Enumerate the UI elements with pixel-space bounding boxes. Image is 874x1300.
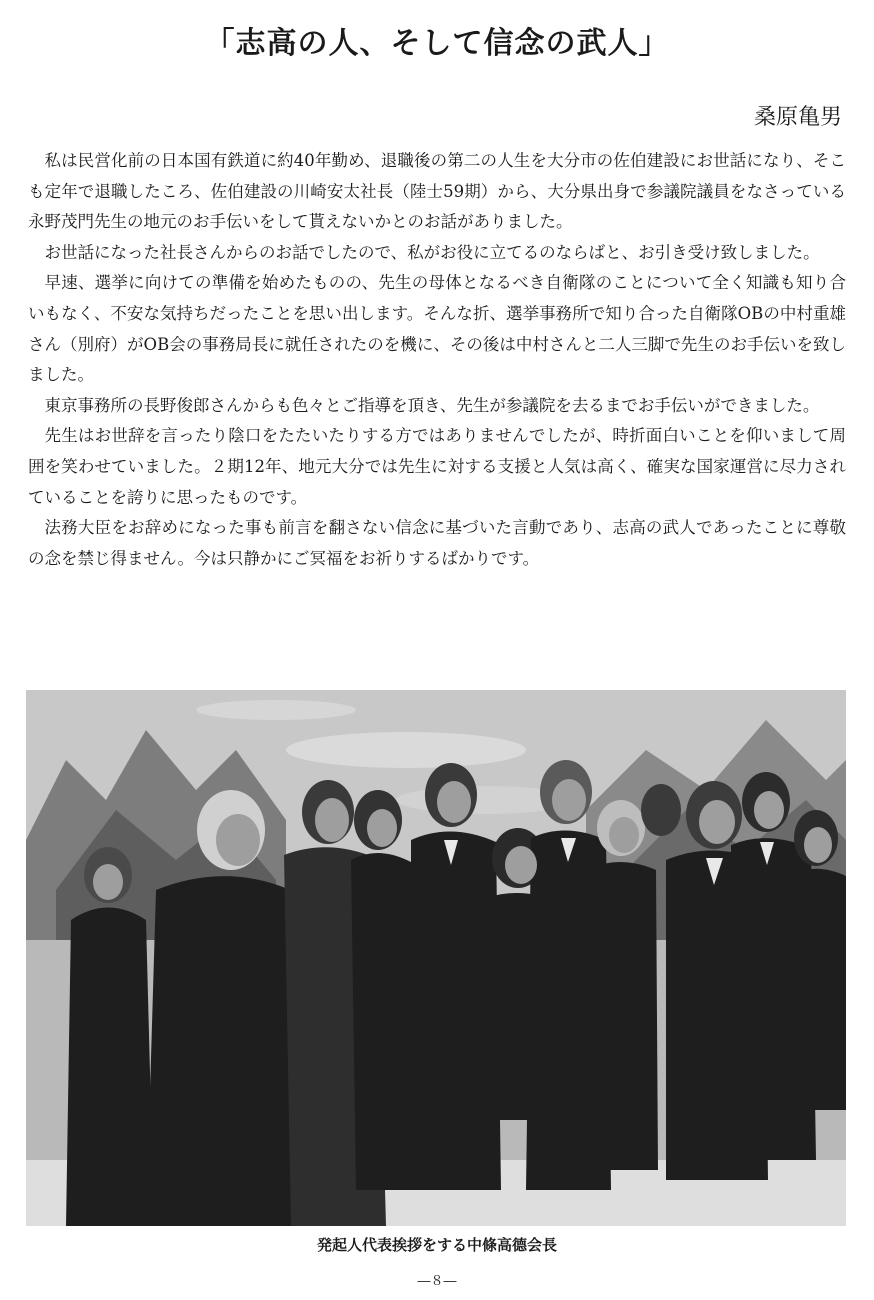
paragraph: 先生はお世辞を言ったり陰口をたたいたりする方ではありませんでしたが、時折面白いことを仰いまして周囲を笑わせていました。２期12年、地元大分では先生に対する支援と人気は高く、確実な国家運営に尽力されていることを誇りに思ったものです。 <box>28 426 846 507</box>
article-body <box>28 146 846 574</box>
event-photo <box>26 690 846 1226</box>
paragraph: 法務大臣をお辞めになった事も前言を翻さない信念に基づいた言動であり、志高の武人であったことに尊敬の念を禁じ得ません。今は只静かにご冥福をお祈りするばかりです。 <box>28 518 846 568</box>
paragraph: 早速、選挙に向けての準備を始めたものの、先生の母体となるべき自衛隊のことについて全く知識も知り合いもなく、不安な気持ちだったことを思い出します。そんな折、選挙事務所で知り合った自衛隊OBの中村重雄さん（別府）がOB会の事務局長に就任されたのを機に、その後は中村さんと二人三脚で先生のお手伝いを致しました。 <box>28 273 846 385</box>
photo-caption: 発起人代表挨拶をする中條高德会長 <box>316 1236 557 1254</box>
paragraph: 私は民営化前の日本国有鉄道に約40年勤め、退職後の第二の人生を大分市の佐伯建設にお世話になり、そこも定年で退職したころ、佐伯建設の川崎安太社長（陸士59期）から、大分県出身で参議院議員をなさっている永野茂門先生の地元のお手伝いをして貰えないかとのお話がありました。 <box>28 151 846 232</box>
article-title: 「志高の人、そして信念の武人」 <box>204 26 670 61</box>
paragraph: お世話になった社長さんからのお話でしたので、私がお役に立てるのならばと、お引き受け致しました。 <box>44 242 820 262</box>
author-name: 桑原亀男 <box>753 105 842 130</box>
page-number: ―８― <box>417 1274 457 1289</box>
paragraph: 東京事務所の長野俊郎さんからも色々とご指導を頂き、先生が参議院を去るまでお手伝いができました。 <box>44 395 820 415</box>
